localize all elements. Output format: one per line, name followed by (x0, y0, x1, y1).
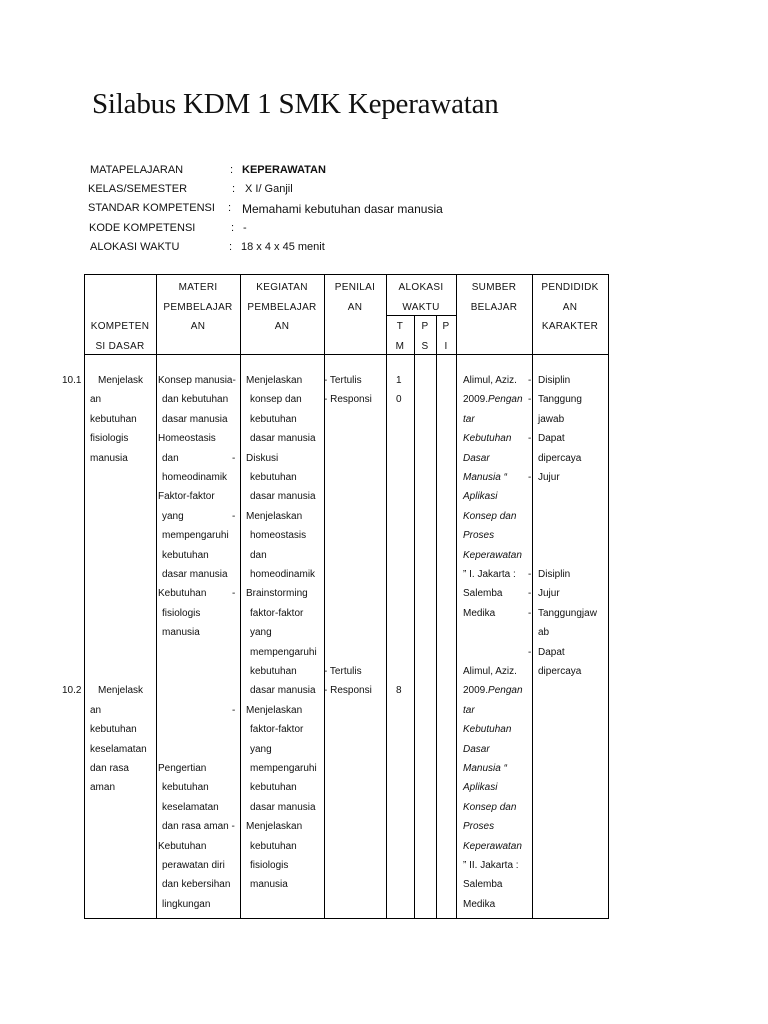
kegiatan-text: dasar manusia (250, 801, 316, 813)
header-kegiatan: AN (274, 321, 290, 332)
meta-colon: : (228, 202, 232, 214)
sumber-part: Medika (463, 607, 496, 619)
kompetensi-text: an (90, 394, 102, 406)
karakter-dash: - (528, 607, 532, 619)
sumber-part: Aplikasi (463, 782, 498, 794)
header-materi: AN (190, 321, 206, 332)
kegiatan-text: yang (250, 743, 272, 755)
sumber-text (463, 371, 517, 390)
meta-colon: : (230, 164, 234, 176)
kegiatan-text: Menjelaskan (246, 821, 303, 833)
sumber-part: tar (463, 413, 475, 425)
kompetensi-text: dan rasa (90, 763, 129, 774)
kegiatan-text: dasar manusia (250, 685, 316, 697)
sumber-text (463, 740, 490, 759)
materi-text: keselamatan (162, 801, 219, 813)
header-alokasi-sub: I (444, 340, 448, 352)
kegiatan-text: kebutuhan (250, 666, 297, 677)
header-alokasi-sub: S (421, 340, 429, 352)
kompetensi-text: an (90, 704, 102, 716)
materi-text: dan kebersihan (162, 879, 231, 891)
header-alokasi-sub: M (395, 340, 405, 352)
header-alokasi-sub: P (421, 321, 429, 332)
row-number: 10.2 (62, 685, 82, 697)
sumber-text (463, 778, 497, 797)
materi-text: Konsep manusia- (158, 375, 236, 386)
sumber-text (463, 390, 523, 409)
sumber-text (463, 798, 516, 817)
karakter-text: Jujur (538, 588, 560, 600)
karakter-text: Disiplin (538, 569, 571, 580)
karakter-text: Tanggung (538, 394, 582, 406)
karakter-dash: - (528, 646, 532, 658)
table-rule (156, 274, 157, 918)
kegiatan-text: dasar manusia (250, 433, 316, 445)
sumber-part: Kebutuhan (463, 433, 512, 445)
sumber-part: ” I. Jakarta : (463, 569, 516, 580)
sumber-part: Proses (463, 530, 495, 542)
header-sumber: BELAJAR (470, 301, 518, 313)
sumber-part: Medika (463, 898, 496, 910)
kegiatan-text: Diskusi (246, 452, 279, 464)
sumber-part: Salemba (463, 879, 503, 891)
header-alokasi: WAKTU (402, 301, 440, 313)
kegiatan-text: kebutuhan (250, 782, 297, 794)
meta-value: - (243, 222, 247, 234)
table-rule (240, 274, 241, 918)
kegiatan-text: homeostasis (250, 530, 307, 542)
row-number: 10.1 (62, 375, 82, 386)
kegiatan-text: kebutuhan (250, 840, 297, 852)
meta-label: MATAPELAJARAN (90, 164, 184, 176)
materi-text: dan (162, 452, 179, 464)
materi-text: perawatan diri (162, 860, 225, 871)
table-rule (386, 274, 387, 918)
kegiatan-text: mempengaruhi (250, 763, 317, 774)
karakter-text: ab (538, 627, 550, 639)
kompetensi-text: kebutuhan (90, 724, 137, 736)
meta-value: Memahami kebutuhan dasar manusia (242, 202, 443, 216)
sumber-part: Aplikasi (463, 491, 498, 503)
karakter-text: jawab (538, 413, 565, 425)
header-materi: MATERI (178, 282, 218, 293)
sumber-part: Konsep dan (463, 801, 517, 813)
penilaian-text: - Responsi (324, 394, 372, 406)
karakter-text: Jujur (538, 472, 560, 483)
sumber-part: Pengan (488, 685, 523, 697)
kegiatan-text: Menjelaskan (246, 704, 303, 716)
sumber-text (463, 410, 475, 429)
materi-text: Kebutuhan (158, 840, 207, 852)
sumber-text (463, 856, 519, 875)
header-sumber: SUMBER (471, 282, 517, 293)
materi-text: lingkungan (162, 898, 211, 910)
sumber-part: Salemba (463, 588, 503, 600)
sumber-part: Alimul, Aziz. (463, 666, 517, 677)
sumber-part: Keperawatan (463, 840, 522, 852)
kegiatan-text: mempengaruhi (250, 646, 317, 658)
tm-value: 8 (396, 685, 402, 697)
meta-label: KODE KOMPETENSI (89, 222, 196, 234)
sumber-part: ” II. Jakarta : (463, 860, 519, 871)
kegiatan-text: Menjelaskan (246, 375, 303, 386)
kegiatan-text: manusia (250, 879, 288, 891)
sumber-part: Pengan (488, 394, 523, 406)
table-rule (84, 918, 609, 919)
penilaian-text: - Tertulis (324, 375, 362, 386)
sumber-text (463, 526, 494, 545)
karakter-text: Dapat (538, 433, 565, 445)
sumber-text (463, 546, 522, 565)
kegiatan-text: dan (250, 549, 267, 561)
materi-dash: - (232, 510, 236, 522)
materi-text: dasar manusia (162, 569, 228, 580)
header-karakter: KARAKTER (541, 321, 599, 332)
table-rule (532, 274, 533, 918)
meta-colon: : (229, 241, 233, 253)
tm-value: 1 (396, 375, 402, 386)
sumber-text (463, 662, 517, 681)
meta-label: ALOKASI WAKTU (90, 241, 180, 253)
materi-text: manusia (162, 627, 200, 639)
sumber-text (463, 449, 490, 468)
sumber-text (463, 837, 522, 856)
penilaian-text: - Responsi (324, 685, 372, 697)
sumber-text (463, 875, 502, 894)
sumber-text (463, 720, 511, 739)
sumber-text (463, 701, 475, 720)
materi-text: kebutuhan (162, 782, 209, 794)
materi-text: yang (162, 510, 184, 522)
materi-text: Kebutuhan (158, 588, 207, 600)
kompetensi-text: kebutuhan (90, 413, 137, 425)
kegiatan-text: yang (250, 627, 272, 639)
sumber-text (463, 817, 494, 836)
materi-text: dan kebutuhan (162, 394, 229, 406)
table-rule (84, 274, 85, 918)
header-alokasi-sub: P (442, 321, 450, 332)
karakter-dash: - (528, 472, 532, 483)
materi-dash: - (232, 588, 236, 600)
kegiatan-text: Menjelaskan (246, 510, 303, 522)
table-rule (84, 354, 609, 355)
kompetensi-text: aman (90, 782, 116, 794)
header-karakter: AN (562, 301, 578, 313)
sumber-text (463, 604, 495, 623)
header-karakter: PENDIDIDK (541, 282, 599, 293)
sumber-text (463, 681, 523, 700)
sumber-part: Dasar (463, 452, 490, 464)
sumber-text (463, 895, 495, 914)
sumber-text (463, 759, 507, 778)
karakter-dash: - (528, 433, 532, 445)
sumber-part: Alimul, Aziz. (463, 375, 517, 386)
sumber-part: Keperawatan (463, 549, 522, 561)
page-title: Silabus KDM 1 SMK Keperawatan (92, 88, 499, 120)
kegiatan-text: faktor-faktor (250, 724, 304, 736)
karakter-dash: - (528, 375, 532, 386)
kegiatan-text: konsep dan (250, 394, 302, 406)
kegiatan-text: Brainstorming (246, 588, 308, 600)
sumber-text (463, 429, 511, 448)
header-alokasi: ALOKASI (398, 282, 444, 293)
materi-text: Faktor-faktor (158, 491, 215, 503)
header-alokasi-sub: T (396, 321, 404, 332)
meta-value: 18 x 4 x 45 menit (241, 241, 325, 253)
kegiatan-text: dasar manusia (250, 491, 316, 503)
sumber-text (463, 487, 497, 506)
sumber-text (463, 584, 502, 603)
sumber-text (463, 565, 516, 584)
karakter-text: Tanggungjaw (538, 607, 597, 619)
kompetensi-text: manusia (90, 452, 128, 464)
meta-label: KELAS/SEMESTER (88, 183, 188, 195)
karakter-text: Dapat (538, 646, 565, 658)
table-rule (84, 274, 609, 275)
materi-text: mempengaruhi (162, 530, 229, 542)
kompetensi-text: Menjelask (98, 685, 144, 697)
header-penilaian: PENILAI (334, 282, 376, 293)
sumber-part: Manusia “ (463, 763, 507, 774)
materi-text: dasar manusia (162, 413, 228, 425)
sumber-part: Kebutuhan (463, 724, 512, 736)
sumber-part: 2009. (463, 394, 489, 406)
meta-colon: : (231, 222, 235, 234)
materi-text: fisiologis (162, 607, 201, 619)
materi-dash: - (232, 452, 236, 464)
karakter-dash: - (528, 394, 532, 406)
table-rule (608, 274, 609, 918)
sumber-text (463, 507, 516, 526)
kompetensi-text: keselamatan (90, 743, 147, 755)
header-kompetensi: KOMPETEN (90, 321, 150, 332)
meta-value: KEPERAWATAN (242, 164, 326, 176)
meta-colon: : (232, 183, 236, 195)
materi-text: Homeostasis (158, 433, 216, 445)
sumber-part: Konsep dan (463, 510, 517, 522)
syllabus-table (62, 274, 608, 918)
header-penilaian: AN (347, 301, 363, 313)
kompetensi-text: fisiologis (90, 433, 129, 445)
kegiatan-text: homeodinamik (250, 569, 316, 580)
header-materi: PEMBELAJAR (163, 301, 233, 313)
materi-text: Pengertian (158, 763, 207, 774)
table-rule (414, 315, 415, 918)
kegiatan-text: faktor-faktor (250, 607, 304, 619)
karakter-dash: - (528, 569, 532, 580)
tm-value: 0 (396, 394, 402, 406)
table-rule (436, 315, 437, 918)
sumber-part: Proses (463, 821, 495, 833)
materi-text: kebutuhan (162, 549, 209, 561)
karakter-text: dipercaya (538, 452, 582, 464)
header-kompetensi: SI DASAR (95, 340, 145, 352)
sumber-part: tar (463, 704, 475, 716)
materi-text: dan rasa aman - (162, 821, 235, 833)
penilaian-text: - Tertulis (324, 666, 362, 677)
table-rule (456, 274, 457, 918)
sumber-part: Manusia “ (463, 472, 507, 483)
materi-text: homeodinamik (162, 472, 228, 483)
meta-label: STANDAR KOMPETENSI (88, 202, 215, 214)
karakter-text: Disiplin (538, 375, 571, 386)
karakter-dash: - (528, 588, 532, 600)
materi-text: - (232, 704, 236, 716)
kegiatan-text: kebutuhan (250, 472, 297, 483)
header-kegiatan: KEGIATAN (256, 282, 308, 293)
meta-value: X I/ Ganjil (245, 183, 293, 195)
kegiatan-text: fisiologis (250, 860, 289, 871)
sumber-part: 2009. (463, 685, 489, 697)
sumber-text (463, 468, 507, 487)
kegiatan-text: kebutuhan (250, 413, 297, 425)
sumber-part: Dasar (463, 743, 490, 755)
header-kegiatan: PEMBELAJAR (247, 301, 317, 313)
kompetensi-text: Menjelask (98, 375, 144, 386)
karakter-text: dipercaya (538, 666, 582, 677)
